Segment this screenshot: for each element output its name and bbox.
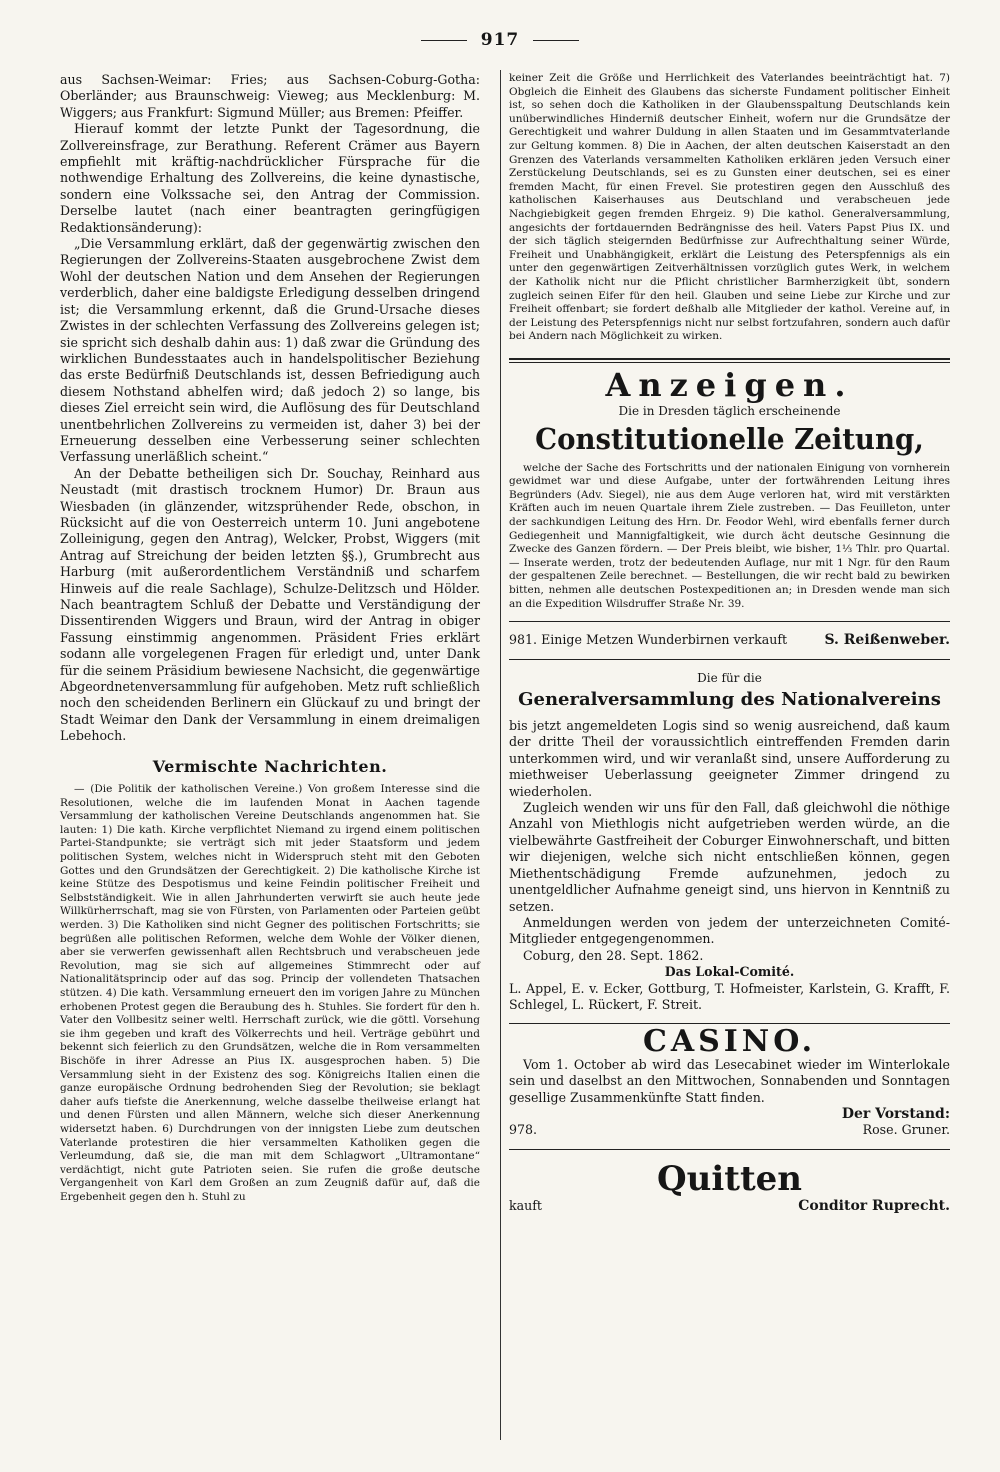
- para-debate: An der Debatte betheiligen sich Dr. Souchay, Reinhard aus Neustadt (mit drastisch trocknem Humor) Dr. Braun aus Wiesbaden (in glänzender, witzsprühender Rede, obschon, in Rücksicht auf die von Oesterreich unterm 10. Juni angebotene Zolleinigung, gegen den Antrag), Welcker, Probst, Wiggers (mit Antrag auf Streichung der beiden letzten §§.), Grumbrecht aus Harburg (mit außerordentlichem Verständniß und scharfem Hinweis auf die reale Sachlage), Schulze-Delitzsch und Hölder. Nach beantragtem Schluß der Debatte und Verständigung der Dissentirenden Wiggers und Braun, wird der Antrag in obiger Fassung einstimmig angenommen. Präsident Fries erklärt sodann alle vorgelegenen Fragen für erledigt und, unter Dank für die seinem Präsidium bewiesene Nachsicht, die gegenwärtige Abgeordnetenversammlung für aufgehoben. Metz ruft schließlich noch den scheidenden Berlinern ein Glückauf zu und bringt der Stadt Weimar den Dank der Versammlung in einem dreimaligen Lebehoch.: [60, 465, 480, 744]
- ad-quitten: [509, 1160, 950, 1214]
- ad-separator: [509, 621, 950, 622]
- para-zollverein: Hierauf kommt der letzte Punkt der Tagesordnung, die Zollvereinsfrage, zur Berathung. Referent Crämer aus Bayern empfiehlt mit kräftig-nachdrücklicher Fürsprache für die nothwendige Erhaltung des Zollvereins, die keine dynastische, sondern eine Volkssache sei, den Antrag der Commission. Derselbe lautet (nach einer beantragten geringfügigen Redaktionsänderung):: [60, 121, 480, 235]
- ad-birnen: [509, 632, 950, 648]
- ad-separator: [509, 659, 950, 660]
- ad-casino-number: 978.: [509, 1122, 538, 1138]
- ad-zeitung: [509, 403, 950, 611]
- ads-heading: Anzeigen.: [605, 365, 854, 404]
- ad-casino: [509, 1024, 950, 1138]
- ad-birnen-signature: S. Reißenweber.: [824, 632, 950, 649]
- ad-casino-footer: [509, 1122, 950, 1138]
- page-number-header: [0, 30, 1000, 50]
- page-number: 917: [480, 30, 520, 50]
- ad-nv-title: Generalversammlung des Nationalvereins: [518, 689, 941, 711]
- ad-quitten-left: kauft: [509, 1197, 542, 1213]
- ad-quitten-signature: Conditor Ruprecht.: [798, 1197, 950, 1214]
- para-delegates: aus Sachsen-Weimar: Fries; aus Sachsen-Coburg-Gotha: Oberländer; aus Braunschweig: Vieweg; aus Mecklenburg: M. Wiggers; aus Frankfurt: Sigmund Müller; aus Bremen: Pfeiffer.: [60, 72, 480, 120]
- news-continued: keiner Zeit die Größe und Herrlichkeit des Vaterlandes beeinträchtigt hat. 7) Obgleich die Einheit des Glaubens das sicherste Fundament politischer Einheit ist, so sehen doch die Katholiken in der Glaubensspaltung Deutschlands kein unüberwindliches Hinderniß deutscher Einheit, wofern nur die Grundsätze der Gerechtigkeit und wahrer Duldung in allen Staaten und im Gesammtvaterlande zur Geltung kommen. 8) Die in Aachen, der alten deutschen Kaiserstadt an den Grenzen des Vaterlands versammelten Katholiken erklären jeden Versuch einer Zerstückelung Deutschlands, sei es zu Gunsten einer deutschen, sei es einer fremden Macht, für einen Frevel. Sie protestiren gegen den Ausschluß des katholischen Kaiserhauses aus Deutschland und verabscheuen jede Nachgiebigkeit gegen fremden Ehrgeiz. 9) Die kathol. Generalversammlung, angesichts der fortdauernden Bedrängnisse des heil. Vaters Papst Pius IX. und der sich täglich steigernden Bedürfnisse zur Aufrechthaltung seiner Würde, Freiheit und Unabhängigkeit, erklärt die Leistung des Peterspfennigs als ein unter den gegenwärtigen Zeitverhältnissen vorzüglich gutes Werk, in welchem der Katholik nicht nur die Pflicht christlicher Barmherzigkeit übt, sondern zugleich seinen Eifer für den heil. Glauben und seine Liebe zur Kirche und zur Freiheit offenbart; sie fordert deßhalb alle Mitglieder der kathol. Vereine auf, in der Leistung des Peterspfennigs nicht nur selbst fortzufahren, sondern auch dafür bei Andern nach Möglichkeit zu wirken.: [509, 72, 950, 343]
- ad-birnen-number: 981.: [509, 632, 538, 648]
- section-heading: Vermischte Nachrichten.: [152, 756, 388, 776]
- ad-nv-p3: Anmeldungen werden von jedem der unterzeichneten Comité-Mitglieder entgegengenommen.: [509, 914, 950, 947]
- ad-separator: [509, 1149, 950, 1150]
- ad-birnen-text: Einige Metzen Wunderbirnen verkauft: [541, 632, 788, 648]
- left-column: [60, 72, 480, 1204]
- right-column: [509, 72, 950, 1214]
- ad-nv-p2: Zugleich wenden wir uns für den Fall, daß gleichwohl die nöthige Anzahl von Miethlogis nicht aufgetrieben werden würde, an die vielbewährte Gastfreiheit der Coburger Einwohnerschaft, und bitten wir diejenigen, welche sich nicht entschließen können, gegen Miethentschädigung Fremde aufzunehmen, jedoch zu unentgeldlicher Aufnahme geneigt sind, uns hiervon in Kenntniß zu setzen.: [509, 800, 950, 914]
- section-separator: [509, 358, 950, 363]
- ad-nv-intro: Die für die: [697, 670, 762, 685]
- ad-casino-body: Vom 1. October ab wird das Lesecabinet wieder im Winterlokale sein und daselbst an den Mittwochen, Sonnabenden und Sonntagen gesellige Zusammenkünfte Statt finden.: [509, 1056, 950, 1105]
- ad-zeitung-body: welche der Sache des Fortschritts und der nationalen Einigung von vornherein gewidmet war und diese Aufgabe, unter der fortwährenden Leitung ihres Begründers (Adv. Siegel), nie aus dem Auge verloren hat, wird mit verstärkten Kräften auch im neuen Quartale ihrem Ziele zustreben. — Das Feuilleton, unter der sachkundigen Leitung des Hrn. Dr. Feodor Wehl, wird ebenfalls ferner durch Gediegenheit und Mannigfaltigkeit, wie durch ächt deutsche Gesinnung die Zwecke des Ganzen fördern. — Der Preis bleibt, wie bisher, 1⅓ Thlr. pro Quartal. — Inserate werden, trotz der bedeutenden Auflage, nur mit 1 Ngr. für den Raum der gespaltenen Zeile berechnet. — Bestellungen, die wir recht bald zu bewirken bitten, nehmen alle deutschen Postexpeditionen an; in Dresden wende man sich an die Expedition Wilsdruffer Straße Nr. 39.: [509, 461, 950, 610]
- ad-casino-title: CASINO.: [642, 1024, 817, 1060]
- column-divider: [500, 70, 501, 1440]
- ad-nv-dateline: Coburg, den 28. Sept. 1862.: [523, 947, 704, 963]
- header-rule-right: [533, 40, 579, 41]
- ad-nv-committee: Das Lokal-Comité.: [664, 964, 795, 980]
- ad-casino-signature: Der Vorstand:: [841, 1105, 950, 1122]
- ad-casino-names: Rose. Gruner.: [862, 1122, 950, 1138]
- ad-zeitung-title: Constitutionelle Zeitung,: [535, 421, 924, 456]
- news-item: — (Die Politik der katholischen Vereine.) Von großem Interesse sind die Resolutionen, welche die im laufenden Monat in Aachen tagende Versammlung der katholischen Vereine Deutschlands angenommen hat. Sie lauten: 1) Die kath. Kirche verpflichtet Niemand zu irgend einem politischen Partei-Standpunkte; sie verträgt sich mit jeder Staatsform und jedem politischen System, welches nicht in Widerspruch steht mit den Geboten Gottes und den Grundsätzen der Gerechtigkeit. 2) Die katholische Kirche ist keine Stütze des Despotismus und keine Feindin politischer Freiheit und Selbstständigkeit. Wie in allen Jahrhunderten verwirft sie auch heute jede Willkürherrschaft, mag sie von Fürsten, von Parlamenten oder Parteien geübt werden. 3) Die Katholiken sind nicht Gegner des politischen Fortschritts; sie begrüßen alle politischen Reformen, welche dem Wohle der Völker dienen, aber sie verwerfen gewissenhaft allen Rechtsbruch und verabscheuen jede Revolution, mag sie sich auf allgemeines Stimmrecht oder auf Nationalitätsprincip oder auf das sog. Princip der vollendeten Thatsachen stützen. 4) Die kath. Versammlung erneuert den im vorigen Jahre zu München erhobenen Protest gegen die Beraubung des h. Stuhles. Sie fordert für den h. Vater den Vollbesitz seiner weltl. Herrschaft zurück, wie die göttl. Vorsehung sie ihm gegeben und kraft des Völkerrechts und heil. Verträge gebührt und bekennt sich feierlich zu den Grundsätzen, welche die in Rom versammelten Bischöfe in ihrer Adresse an Pius IX. ausgesprochen haben. 5) Die Versammlung sieht in der Existenz des sog. Königreichs Italien einen die ganze europäische Ordnung bedrohenden Sieg der Revolution; sie beklagt daher aufs tiefste die Anerkennung, welche dasselbe theilweise erlangt hat und denen Fürsten und allen Männern, welche sich dieser Anerkennung widersetzt haben. 6) Durchdrungen von der innigsten Liebe zum deutschen Vaterlande protestiren die hier versammelten Katholiken gegen die Verleumdung, daß sie, die man mit dem Schlagwort „Ultramontane“ verdächtigt, nicht gute Patrioten seien. Sie rufen die große deutsche Vergangenheit von Karl dem Großen an zum Zeugniß dafür auf, daß die Ergebenheit gegen den h. Stuhl zu: [60, 783, 480, 1203]
- ad-nv-p1: bis jetzt angemeldeten Logis sind so wenig ausreichend, daß kaum der dritte Theil der voraussichtlich eintreffenden Fremden darin unterkommen wird, und wir veranlaßt sind, unsere Aufforderung zu miethweiser Ueberlassung geeigneter Zimmer dringend zu wiederholen.: [509, 718, 950, 799]
- ad-zeitung-intro: Die in Dresden täglich erscheinende: [618, 404, 841, 419]
- ad-quitten-title: Quitten: [656, 1158, 802, 1199]
- ad-quitten-footer: [509, 1198, 950, 1214]
- para-resolution: „Die Versammlung erklärt, daß der gegenwärtig zwischen den Regierungen der Zollvereins-Staaten ausgebrochene Zwist dem Wohl der deutschen Nation und dem Ansehen der Regierungen verderblich, daher eine baldigste Erledigung desselben dringend ist; die Versammlung erkennt, daß die Grund-Ursache dieses Zwistes in der schlechten Verfassung des Zollvereins gelegen ist; sie spricht sich deshalb dahin aus: 1) daß zwar die Gründung des wirklichen Bundesstaates auch in handelspolitischer Beziehung das erste Bedürfniß Deutschlands ist, dessen Befriedigung auch diesem Nothstand abhelfen wird; daß jedoch 2) so lange, bis dieses Ziel erreicht sein wird, die Auflösung des für Deutschland unentbehrlichen Zollvereins zu vermeiden ist, daher 3) bei der Erneuerung desselben eine Verbesserung seiner schlechten Verfassung unerläßlich scheint.“: [60, 236, 480, 465]
- ad-nv-members: L. Appel, E. v. Ecker, Gottburg, T. Hofmeister, Karlstein, G. Krafft, F. Schlegel, L. Rückert, F. Streit.: [509, 980, 950, 1012]
- ad-nationalverein: [509, 670, 950, 1014]
- header-rule-left: [421, 40, 467, 41]
